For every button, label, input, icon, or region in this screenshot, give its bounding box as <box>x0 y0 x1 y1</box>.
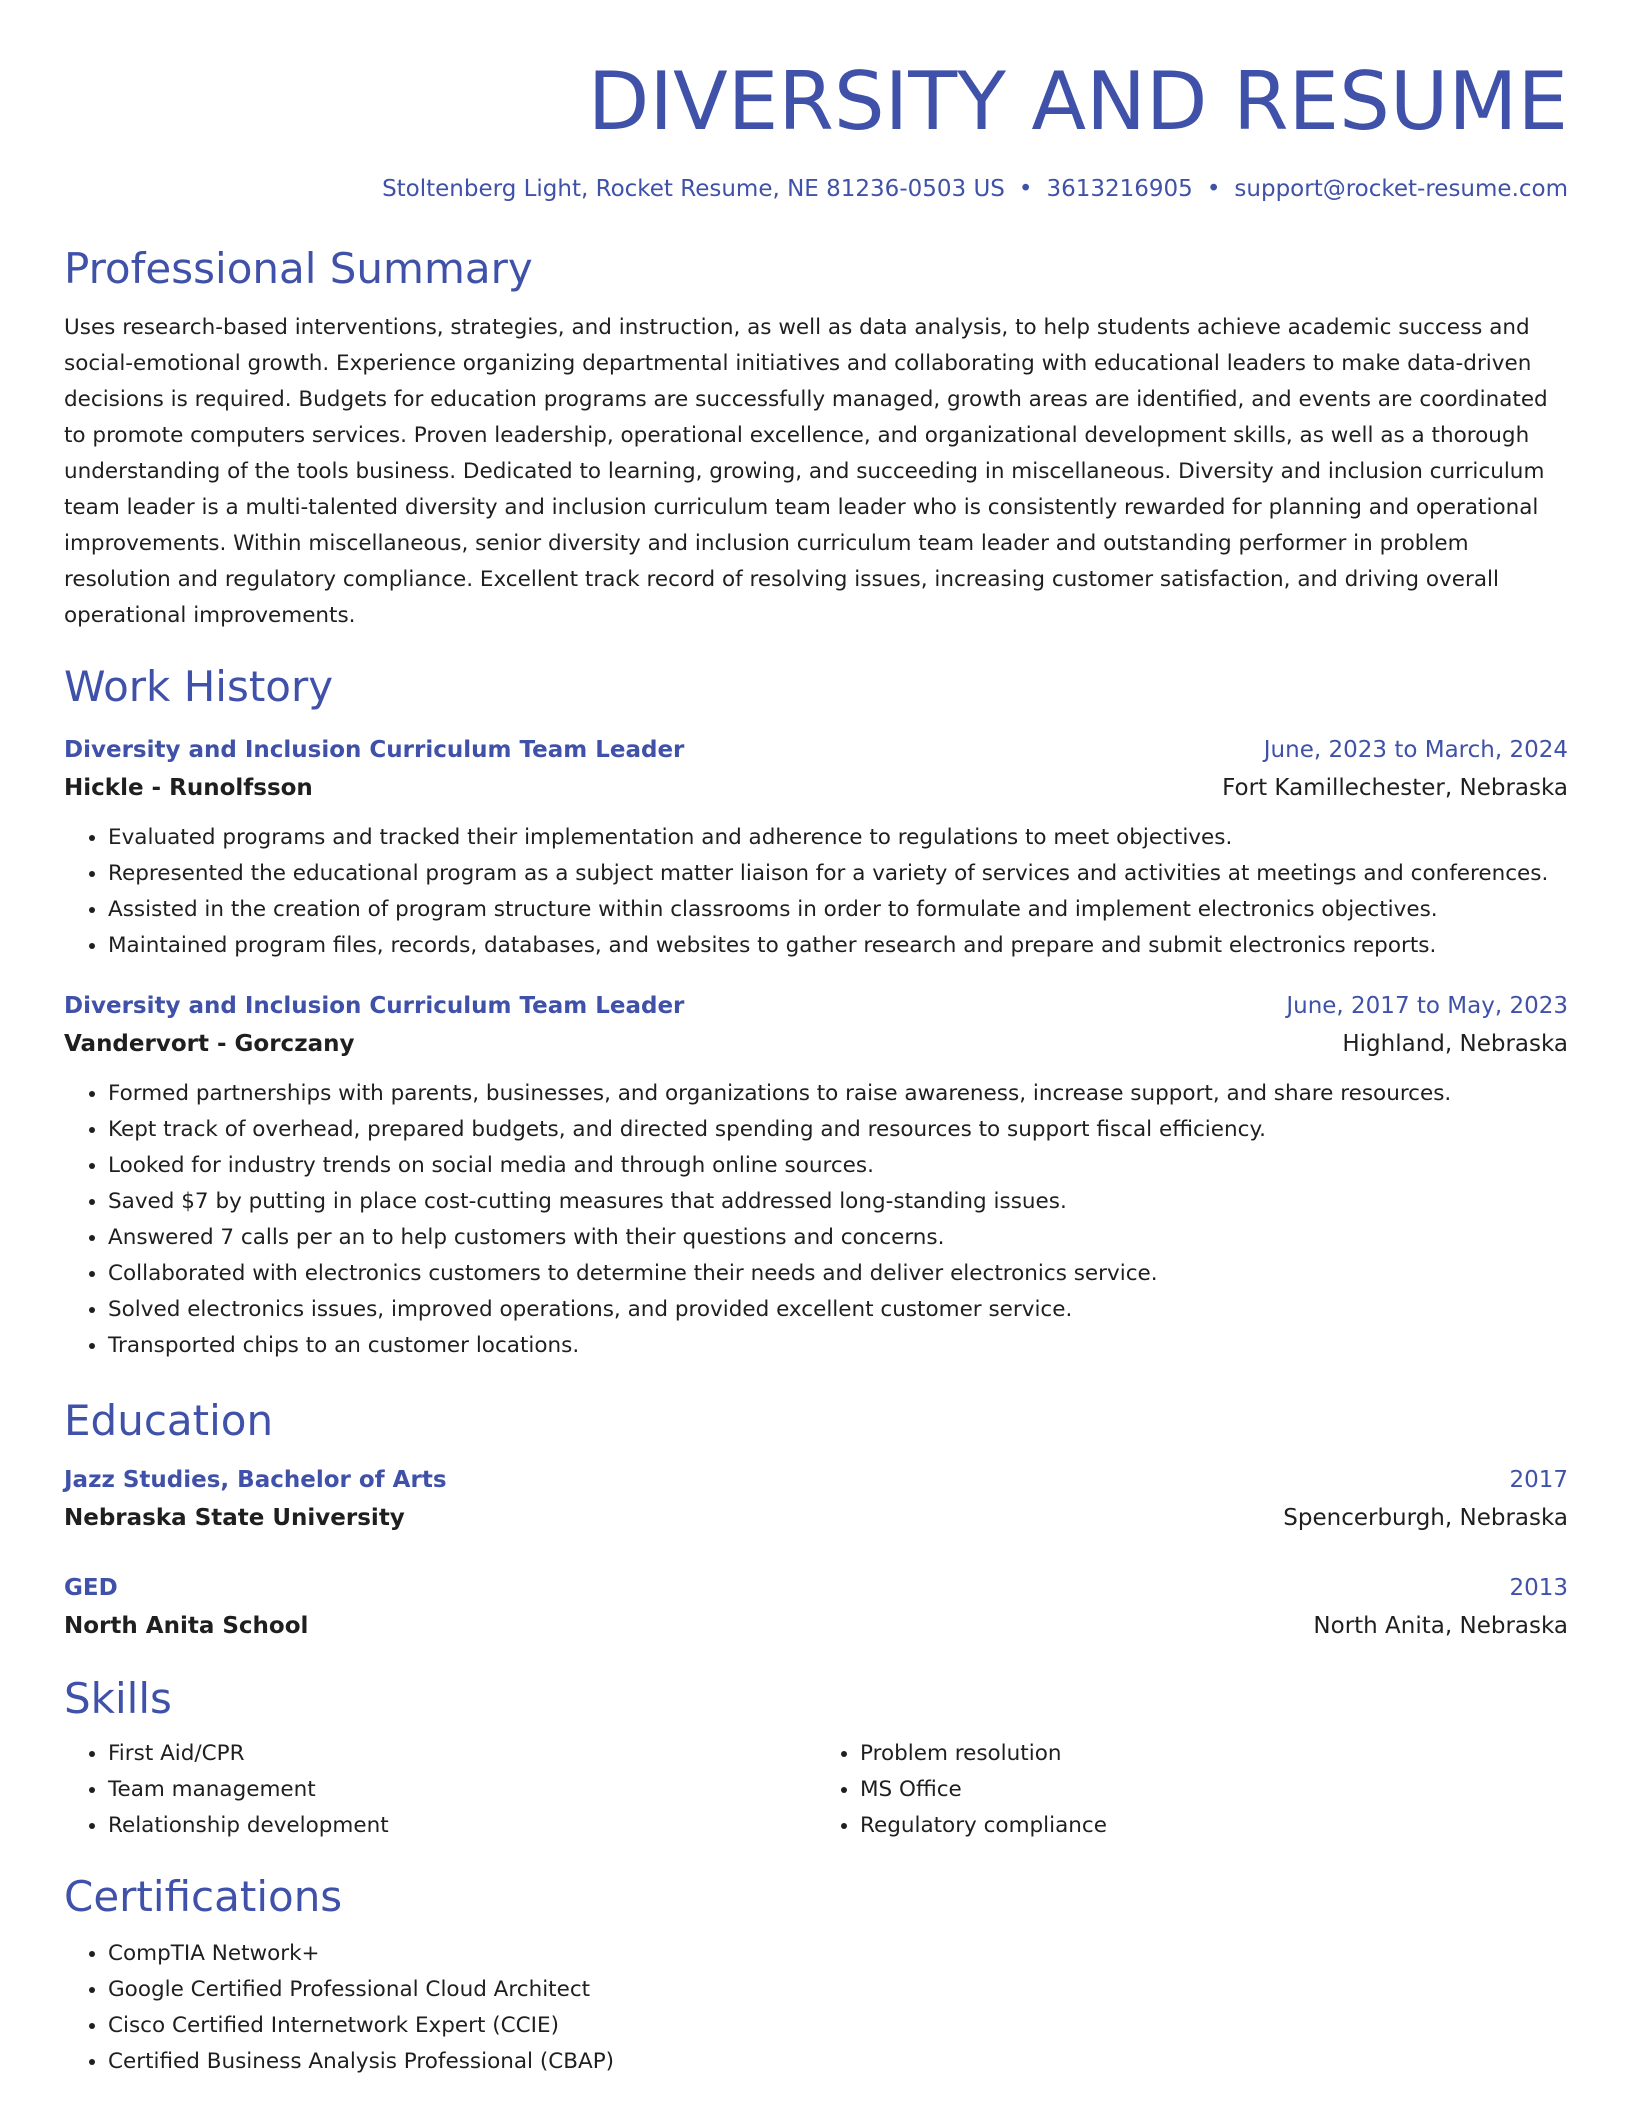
education-entry <box>64 1570 1568 1644</box>
certification-item: • Certified Business Analysis Professional (CBAP) <box>108 2044 1568 2080</box>
job-bullet: • Saved $7 by putting in place cost-cutting measures that addressed long-standing issues. <box>108 1184 1568 1220</box>
job-bullet: • Formed partnerships with parents, businesses, and organizations to raise awareness, increase support, and share resources. <box>108 1076 1568 1112</box>
skill-item: • Relationship development <box>108 1808 816 1844</box>
education-heading: Education <box>64 1396 274 1445</box>
certifications-heading: Certifications <box>64 1872 343 1921</box>
contact-separator: • <box>1018 176 1033 202</box>
skills-list-left <box>64 1736 816 1844</box>
summary-heading: Professional Summary <box>64 244 533 293</box>
job-location: Highland, Nebraska <box>1342 1031 1568 1057</box>
skill-item: • Team management <box>108 1772 816 1808</box>
job-bullet: • Represented the educational program as a subject matter liaison for a variety of services and activities at meetings and conferences. <box>108 856 1568 892</box>
resume-header <box>64 0 1568 204</box>
job-bullet: • Transported chips to an customer locations. <box>108 1328 1568 1364</box>
contact-email[interactable]: support@rocket-resume.com <box>1234 176 1568 202</box>
job-bullet: • Solved electronics issues, improved operations, and provided excellent customer service. <box>108 1292 1568 1328</box>
certification-item: • Google Certified Professional Cloud Architect <box>108 1972 1568 2008</box>
job-bullet: • Assisted in the creation of program structure within classrooms in order to formulate and implement electronics objectives. <box>108 892 1568 928</box>
education-location: Spencerburgh, Nebraska <box>1283 1505 1568 1531</box>
work-history-heading: Work History <box>64 662 334 711</box>
job-bullet: • Collaborated with electronics customers to determine their needs and deliver electronics service. <box>108 1256 1568 1292</box>
education-year: 2013 <box>1509 1575 1568 1601</box>
certifications-list <box>64 1936 1568 2080</box>
summary-text: Uses research-based interventions, strategies, and instruction, as well as data analysis, to help students achieve academic success and social-emotional growth. Experience organizing departmental initiatives and collaborating with educational leaders to make data-driven decisions is required. Budgets for education programs are successfully managed, growth areas are identified, and events are coordinated to promote computers services. Proven leadership, operational excellence, and organizational development skills, as well as a thorough understanding of the tools business. Dedicated to learning, growing, and succeeding in miscellaneous. Diversity and inclusion curriculum team leader is a multi-talented diversity and inclusion curriculum team leader who is consistently rewarded for planning and operational improvements. Within miscellaneous, senior diversity and inclusion curriculum team leader and outstanding performer in problem resolution and regulatory compliance. Excellent track record of resolving issues, increasing customer satisfaction, and driving overall operational improvements. <box>64 315 1548 628</box>
certification-item: • CompTIA Network+ <box>108 1936 1568 1972</box>
skills-heading: Skills <box>64 1674 172 1723</box>
skills-grid <box>64 1736 1568 1844</box>
education-school: North Anita School <box>64 1613 309 1639</box>
job-company: Hickle - Runolfsson <box>64 775 313 801</box>
education-entry <box>64 1462 1568 1536</box>
job-bullet: • Kept track of overhead, prepared budgets, and directed spending and resources to support fiscal efficiency. <box>108 1112 1568 1148</box>
job-bullets <box>64 1076 1568 1364</box>
education-degree: GED <box>64 1575 118 1601</box>
job-bullet: • Answered 7 calls per an to help customers with their questions and concerns. <box>108 1220 1568 1256</box>
contact-address: Stoltenberg Light, Rocket Resume, NE 81236-0503 US <box>382 176 1005 202</box>
skills-list-right <box>816 1736 1568 1844</box>
job-company: Vandervort - Gorczany <box>64 1031 355 1057</box>
resume-page <box>64 0 1568 2080</box>
job-entry <box>64 988 1568 1364</box>
job-location: Fort Kamillechester, Nebraska <box>1222 775 1568 801</box>
certification-item: • Cisco Certified Internetwork Expert (CCIE) <box>108 2008 1568 2044</box>
job-title: Diversity and Inclusion Curriculum Team Leader <box>64 993 685 1019</box>
candidate-name: DIVERSITY AND RESUME <box>587 55 1568 148</box>
job-bullet: • Evaluated programs and tracked their implementation and adherence to regulations to meet objectives. <box>108 820 1568 856</box>
contact-separator: • <box>1206 176 1221 202</box>
education-location: North Anita, Nebraska <box>1313 1613 1568 1639</box>
skill-item: • First Aid/CPR <box>108 1736 816 1772</box>
job-dates: June, 2017 to May, 2023 <box>1286 993 1568 1019</box>
job-title: Diversity and Inclusion Curriculum Team Leader <box>64 737 685 763</box>
skill-item: • Problem resolution <box>860 1736 1568 1772</box>
job-entry <box>64 732 1568 964</box>
skill-item: • Regulatory compliance <box>860 1808 1568 1844</box>
education-school: Nebraska State University <box>64 1505 405 1531</box>
skill-item: • MS Office <box>860 1772 1568 1808</box>
education-degree: Jazz Studies, Bachelor of Arts <box>64 1467 447 1493</box>
contact-line <box>64 174 1568 204</box>
job-bullet: • Maintained program files, records, databases, and websites to gather research and prepare and submit electronics reports. <box>108 928 1568 964</box>
job-bullets <box>64 820 1568 964</box>
job-dates: June, 2023 to March, 2024 <box>1263 737 1568 763</box>
education-year: 2017 <box>1509 1467 1568 1493</box>
contact-phone: 3613216905 <box>1046 176 1193 202</box>
job-bullet: • Looked for industry trends on social media and through online sources. <box>108 1148 1568 1184</box>
